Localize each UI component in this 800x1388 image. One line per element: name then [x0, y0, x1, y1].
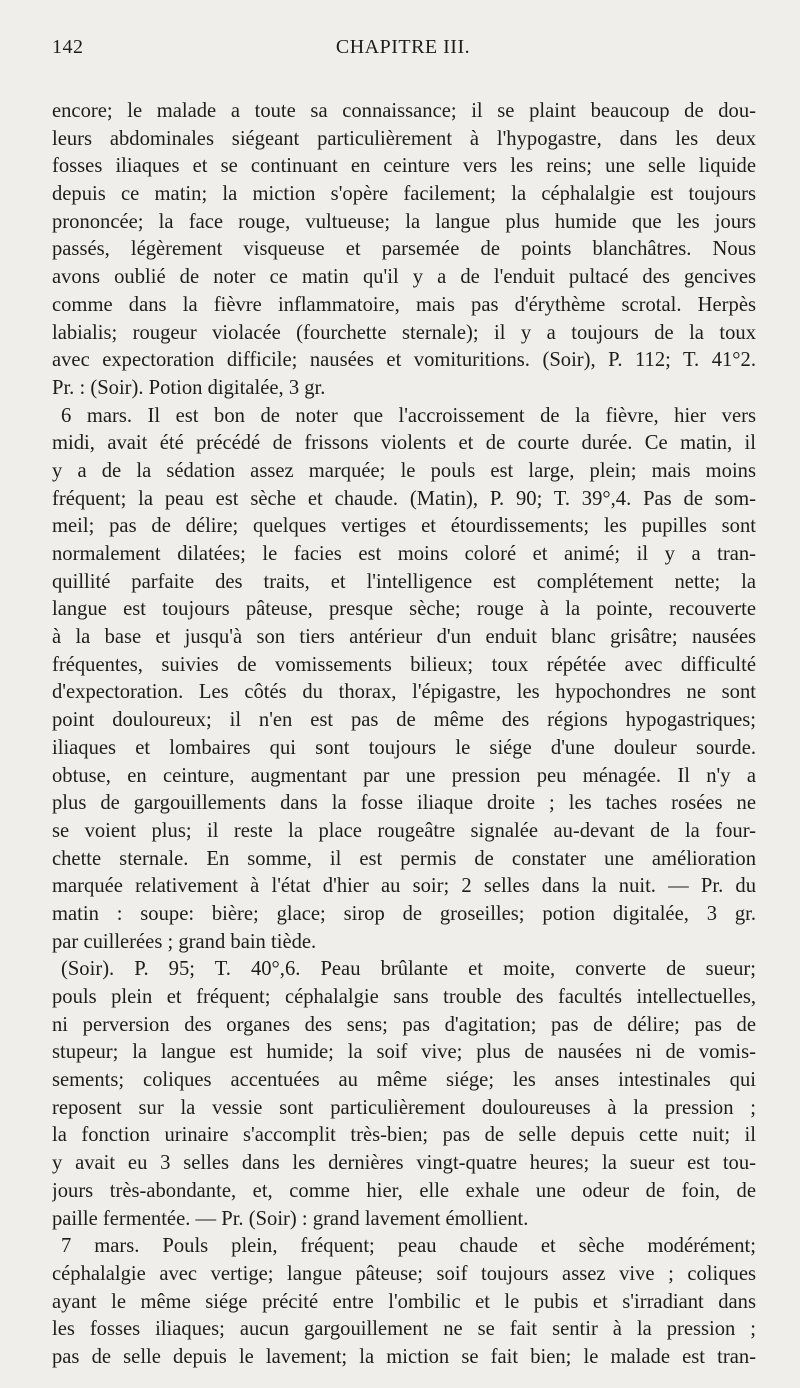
text-line: se voient plus; il reste la place rougeâtre signalée au-devant de la four-	[52, 819, 756, 842]
text-line: encore; le malade a toute sa connaissance; il se plaint beaucoup de dou-	[52, 100, 756, 122]
text-line: la fonction urinaire s'accomplit très-bien; pas de selle depuis cette nuit; il	[52, 1124, 756, 1147]
text-line: fréquent; la peau est sèche et chaude. (Matin), P. 90; T. 39°,4. Pas de som-	[52, 487, 756, 510]
text-line: avons oublié de noter ce matin qu'il y a de l'enduit pultacé des gencives	[52, 266, 756, 289]
text-line: les fosses iliaques; aucun gargouillement ne se fait sentir à la pression ;	[52, 1318, 756, 1341]
text-line: matin : soupe: bière; glace; sirop de groseilles; potion digitalée, 3 gr.	[52, 902, 756, 925]
text-line: iliaques et lombaires qui sont toujours le siége d'une douleur sourde.	[52, 736, 756, 759]
text-line: 7 mars. Pouls plein, fréquent; peau chaude et sèche modérément;	[61, 1235, 756, 1258]
text-line: fréquentes, suivies de vomissements bilieux; toux répétée avec difficulté	[52, 653, 756, 676]
text-line: langue est toujours pâteuse, presque sèche; rouge à la pointe, recouverte	[52, 598, 756, 621]
text-line: obtuse, en ceinture, augmentant par une pression peu ménagée. Il n'y a	[52, 764, 756, 787]
text-line: Pr. : (Soir). Potion digitalée, 3 gr.	[52, 376, 326, 399]
text-line: paille fermentée. — Pr. (Soir) : grand lavement émollient.	[52, 1207, 529, 1230]
text-line: sements; coliques accentuées au même siége; les anses intestinales qui	[52, 1069, 756, 1092]
text-line: céphalalgie avec vertige; langue pâteuse; soif toujours assez vive ; coliques	[52, 1262, 756, 1285]
text-line: leurs abdominales siégeant particulièrement à l'hypogastre, dans les deux	[52, 127, 756, 150]
text-line: plus de gargouillements dans la fosse iliaque droite ; les taches rosées ne	[52, 792, 756, 815]
text-line: jours très-abondante, et, comme hier, elle exhale une odeur de foin, de	[52, 1179, 756, 1202]
text-line: stupeur; la langue est humide; la soif vive; plus de nausées ni de vomis-	[52, 1041, 756, 1064]
text-line: normalement dilatées; le facies est moins coloré et animé; il y a tran-	[52, 543, 756, 565]
text-line: à la base et jusqu'à son tiers antérieur d'un enduit blanc grisâtre; nausées	[52, 626, 756, 649]
text-line: pouls plein et fréquent; céphalalgie sans trouble des facultés intellectuelles,	[52, 986, 756, 1008]
text-line: depuis ce matin; la miction s'opère facilement; la céphalalgie est toujours	[52, 183, 756, 206]
text-line: d'expectoration. Les côtés du thorax, l'épigastre, les hypochondres ne sont	[52, 681, 756, 704]
text-line: chette sternale. En somme, il est permis de constater une amélioration	[52, 847, 756, 870]
text-line: labialis; rougeur violacée (fourchette sternale); il y a toujours de la toux	[52, 321, 756, 344]
text-line: ni perversion des organes des sens; pas d'agitation; pas de délire; pas de	[52, 1013, 756, 1036]
text-line: reposent sur la vessie sont particulièrement douloureuses à la pression ;	[52, 1096, 756, 1119]
text-line: point douloureux; il n'en est pas de même des régions hypogastriques;	[52, 709, 756, 732]
page-number: 142	[52, 36, 84, 58]
text-line: par cuillerées ; grand bain tiède.	[52, 930, 317, 953]
text-line: fosses iliaques et se continuant en ceinture vers les reins; une selle liquide	[52, 155, 756, 178]
text-line: pas de selle depuis le lavement; la miction se fait bien; le malade est tran-	[52, 1345, 756, 1368]
text-line: ayant le même siége précité entre l'ombilic et le pubis et s'irradiant dans	[52, 1290, 756, 1313]
text-line: quillité parfaite des traits, et l'intelligence est complétement nette; la	[52, 570, 756, 593]
text-line: (Soir). P. 95; T. 40°,6. Peau brûlante et moite, converte de sueur;	[61, 958, 756, 981]
running-head	[52, 36, 754, 66]
text-line: meil; pas de délire; quelques vertiges et étourdissements; les pupilles sont	[52, 515, 756, 538]
text-line: avec expectoration difficile; nausées et vomituritions. (Soir), P. 112; T. 41°2.	[52, 349, 756, 372]
text-line: y a de la sédation assez marquée; le pouls est large, plein; mais moins	[52, 459, 756, 482]
text-line: 6 mars. Il est bon de noter que l'accroissement de la fièvre, hier vers	[61, 404, 756, 427]
chapter-title: CHAPITRE III.	[335, 36, 471, 58]
text-line: marquée relativement à l'état d'hier au soir; 2 selles dans la nuit. — Pr. du	[52, 875, 756, 898]
text-line: midi, avait été précédé de frissons violents et de courte durée. Ce matin, il	[52, 432, 756, 455]
body-text	[52, 98, 756, 1372]
text-line: comme dans la fièvre inflammatoire, mais pas d'érythème scrotal. Herpès	[52, 293, 756, 316]
text-line: prononcée; la face rouge, vultueuse; la langue plus humide que les jours	[52, 210, 756, 233]
text-line: passés, légèrement visqueuse et parsemée de points blanchâtres. Nous	[52, 238, 756, 261]
text-line: y avait eu 3 selles dans les dernières vingt-quatre heures; la sueur est tou-	[52, 1152, 756, 1175]
